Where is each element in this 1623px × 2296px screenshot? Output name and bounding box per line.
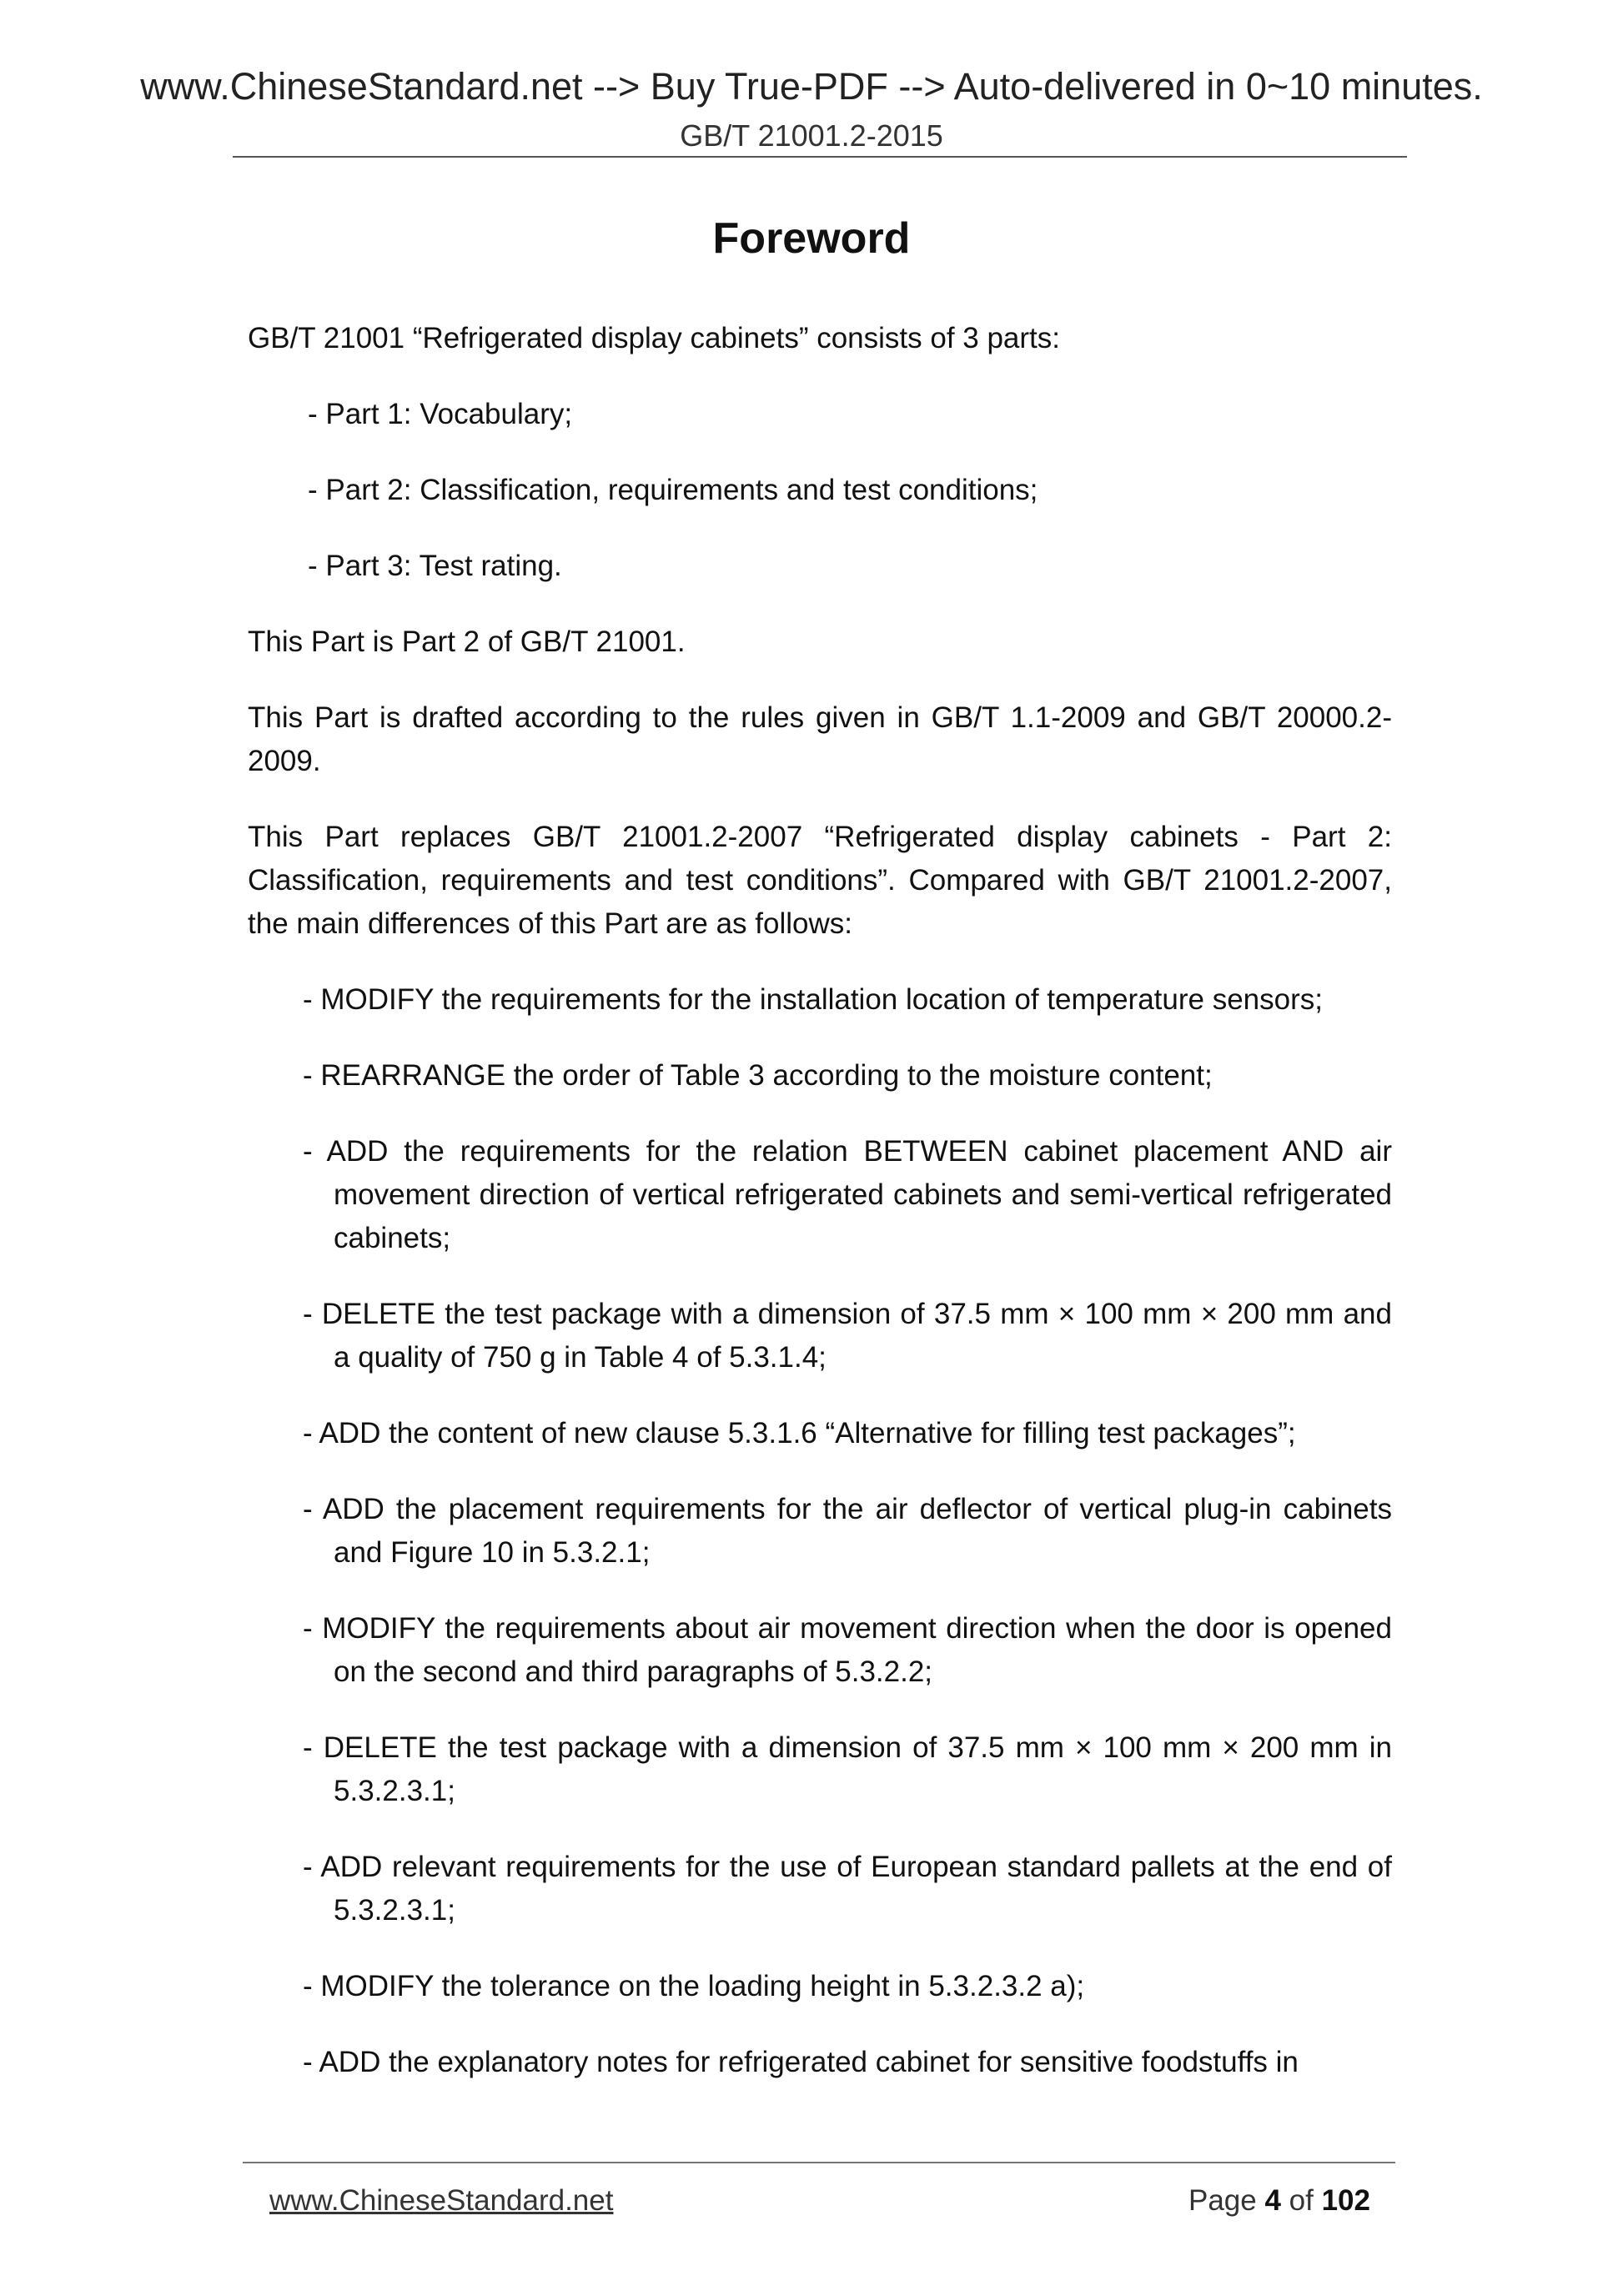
replacement-statement: This Part replaces GB/T 21001.2-2007 “Refrigerated display cabinets - Part 2: Classification, requirements and test conditions”. Compared with GB/T 21001.2-2007, the main differences of this Part are as follows: (248, 821, 1392, 940)
change-list-item: - ADD the content of new clause 5.3.1.6 “Alternative for filling test packages”; (303, 1417, 1296, 1449)
intro-paragraph: GB/T 21001 “Refrigerated display cabinets” consists of 3 parts: (248, 322, 1061, 354)
page-indicator (1188, 2184, 1370, 2218)
of-word: of (1289, 2184, 1314, 2217)
header-banner: www.ChineseStandard.net --> Buy True-PDF --> Auto-delivered in 0~10 minutes. (140, 65, 1483, 108)
change-list-item: - DELETE the test package with a dimension of 37.5 mm × 100 mm × 200 mm in 5.3.2.3.1; (303, 1731, 1392, 1807)
drafting-statement: This Part is drafted according to the rules given in GB/T 1.1-2009 and GB/T 20000.2-2009. (248, 701, 1392, 777)
page-word: Page (1188, 2184, 1257, 2217)
document-body (248, 317, 1392, 2117)
change-list-item: - ADD the placement requirements for the air deflector of vertical plug-in cabinets and Figure 10 in 5.3.2.1; (303, 1493, 1392, 1569)
change-list-item: - MODIFY the tolerance on the loading height in 5.3.2.3.2 a); (303, 1970, 1085, 2002)
page-total: 102 (1321, 2184, 1370, 2217)
change-list-item: - REARRANGE the order of Table 3 according to the moisture content; (303, 1059, 1213, 1092)
change-list-item: - ADD the requirements for the relation BETWEEN cabinet placement AND air movement direction of vertical refrigerated cabinets and semi-vertical refrigerated cabinets; (303, 1135, 1392, 1254)
part-statement: This Part is Part 2 of GB/T 21001. (248, 625, 686, 658)
change-list-item: - MODIFY the requirements about air movement direction when the door is opened on the second and third paragraphs of 5.3.2.2; (303, 1612, 1392, 1688)
standard-code: GB/T 21001.2-2015 (680, 118, 943, 153)
change-list-item: - ADD the explanatory notes for refrigerated cabinet for sensitive foodstuffs in (303, 2046, 1299, 2078)
change-list-item: - ADD relevant requirements for the use of European standard pallets at the end of 5.3.2.3.1; (303, 1851, 1392, 1927)
change-list-item: - DELETE the test package with a dimension of 37.5 mm × 100 mm × 200 mm and a quality of 750 g in Table 4 of 5.3.1.4; (303, 1298, 1392, 1374)
change-list-item: - MODIFY the requirements for the installation location of temperature sensors; (303, 983, 1323, 1016)
part-list-item: - Part 1: Vocabulary; (308, 398, 573, 430)
header-divider (233, 156, 1407, 158)
part-list-item: - Part 3: Test rating. (308, 550, 562, 582)
footer-divider (243, 2162, 1395, 2163)
page-title: Foreword (712, 214, 911, 263)
page-number: 4 (1264, 2184, 1281, 2217)
part-list-item: - Part 2: Classification, requirements and test conditions; (308, 474, 1038, 506)
footer-site-link[interactable]: www.ChineseStandard.net (269, 2184, 614, 2217)
